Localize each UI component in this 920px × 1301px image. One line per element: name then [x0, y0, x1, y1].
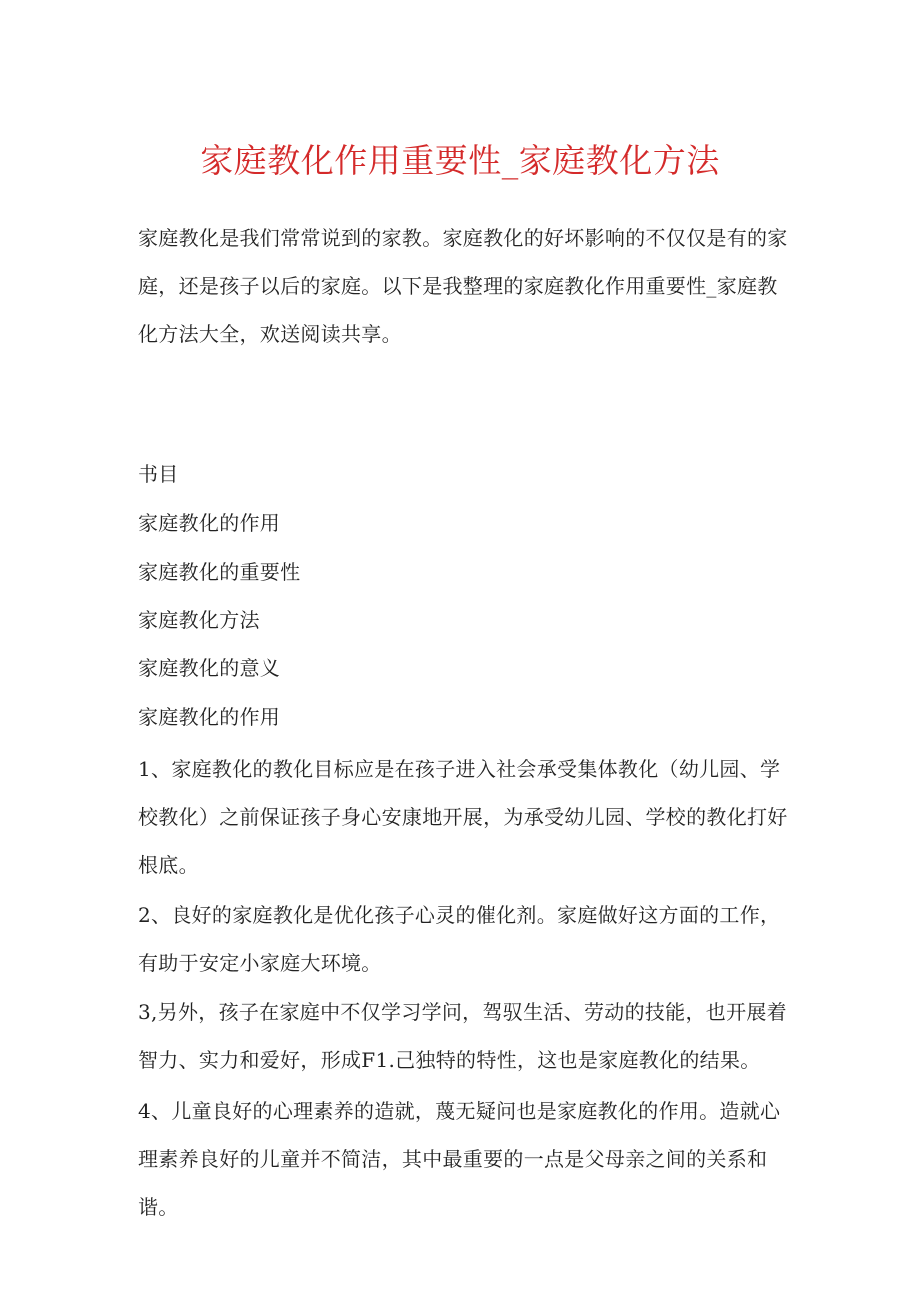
toc-item: 家庭教化的重要性 — [138, 560, 301, 584]
toc-item: 家庭教化的意义 — [138, 656, 281, 680]
body-paragraph: 3,另外，孩子在家庭中不仅学习学问，驾驭生活、劳动的技能，也开展着智力、实力和爱好，形成F1.己独特的特性，这也是家庭教化的结果。 — [138, 1000, 787, 1072]
document-title: 家庭教化作用重要性_家庭教化方法 — [200, 141, 720, 180]
toc-heading: 书目 — [138, 462, 179, 486]
body-paragraph: 1、家庭教化的教化目标应是在孩子进入社会承受集体教化（幼儿园、学校教化）之前保证孩子身心安康地开展，为承受幼儿园、学校的教化打好根底。 — [138, 757, 788, 877]
toc-item: 家庭教化方法 — [138, 608, 260, 632]
body-paragraph: 2、良好的家庭教化是优化孩子心灵的催化剂。家庭做好这方面的工作，有助于安定小家庭大环境。 — [138, 903, 781, 975]
body-paragraph: 4、儿童良好的心理素养的造就，蔑无疑问也是家庭教化的作用。造就心理素养良好的儿童并不简洁，其中最重要的一点是父母亲之间的关系和谐。 — [138, 1099, 781, 1219]
intro-paragraph: 家庭教化是我们常常说到的家教。家庭教化的好坏影响的不仅仅是有的家庭，还是孩子以后的家庭。以下是我整理的家庭教化作用重要性_家庭教化方法大全，欢送阅读共享。 — [138, 226, 788, 346]
section-heading: 家庭教化的作用 — [138, 705, 281, 729]
toc-item: 家庭教化的作用 — [138, 511, 281, 535]
